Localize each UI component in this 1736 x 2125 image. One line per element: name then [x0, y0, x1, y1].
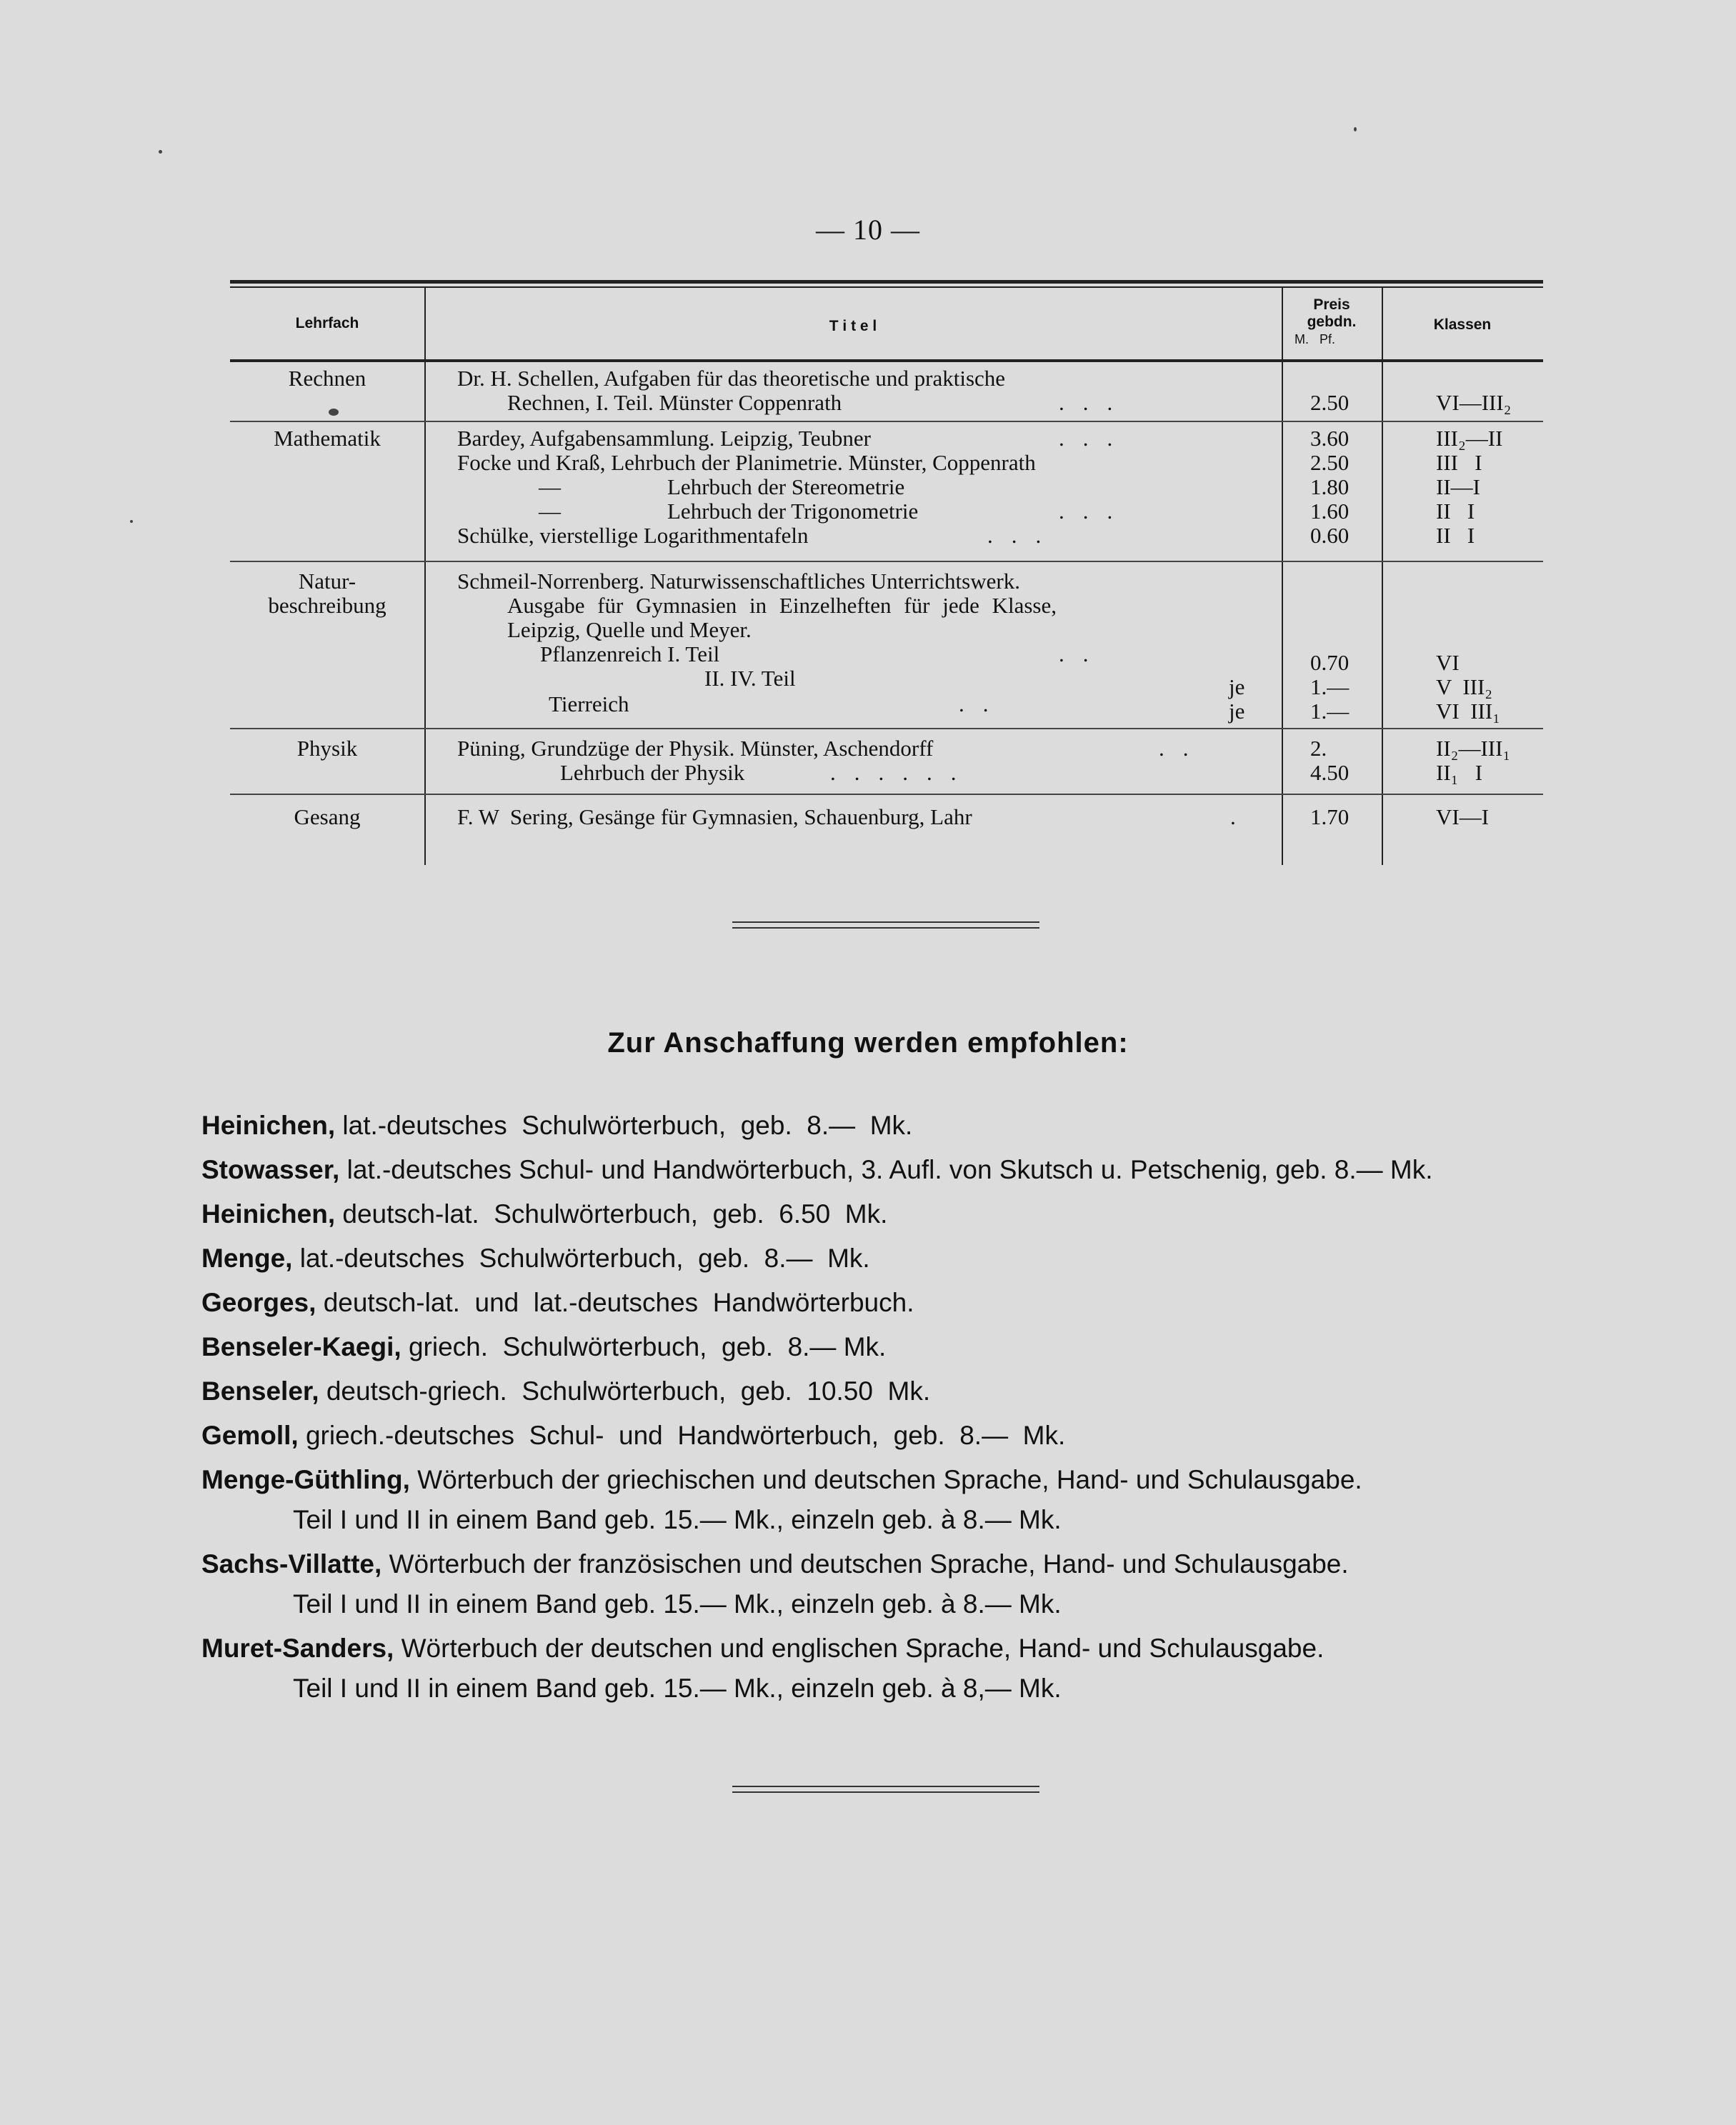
entry-author: Stowasser,	[201, 1155, 340, 1184]
subject-label: Gesang	[294, 804, 361, 829]
classes-value: VI—III₂	[1436, 390, 1512, 415]
title-line: Focke und Kraß, Lehrbuch der Planimetrie. Münster, Coppenrath	[457, 450, 1036, 475]
recommendation-entry	[201, 1464, 1362, 1536]
entry-text: lat.-deutsches Schul- und Handwörterbuch, 3. Aufl. von Skutsch u. Petschenig, geb. 8.— Mk.	[346, 1155, 1433, 1184]
classes-value: III I	[1436, 450, 1482, 475]
title-line: Lehrbuch der Stereometrie	[667, 474, 905, 499]
page-number: — 10 —	[816, 214, 920, 246]
entry-text: deutsch-griech. Schulwörterbuch, geb. 10.50 Mk.	[326, 1376, 931, 1406]
title-line: F. W Sering, Gesänge für Gymnasien, Schauenburg, Lahr	[457, 804, 972, 829]
classes-value: II I	[1436, 499, 1475, 524]
je-label: je	[1229, 674, 1245, 699]
title-line: Lehrbuch der Physik	[560, 760, 745, 785]
recommendation-entry	[201, 1420, 1065, 1451]
recommendation-entry	[201, 1287, 914, 1319]
title-line: II. IV. Teil	[704, 666, 796, 691]
title-line: Rechnen, I. Teil. Münster Coppenrath	[507, 390, 842, 415]
entry-continuation: Teil I und II in einem Band geb. 15.— Mk., einzeln geb. à 8.— Mk.	[293, 1505, 1062, 1534]
price-value: 2.	[1310, 736, 1327, 761]
subject-label: Natur-	[298, 569, 356, 594]
entry-author: Heinichen,	[201, 1199, 336, 1229]
classes-value: II—I	[1436, 474, 1480, 499]
table-row: Physik Püning, Grundzüge der Physik. Münster, Aschendorff .. 2. II₂—III₁ Lehrbuch der Physik ...... 4.50 II₁ I	[230, 729, 1543, 795]
title-line: Schülke, vierstellige Logarithmentafeln	[457, 523, 809, 548]
ditto-mark: —	[539, 499, 561, 524]
entry-author: Muret-Sanders,	[201, 1634, 394, 1663]
entry-author: Menge,	[201, 1244, 293, 1273]
entry-text: lat.-deutsches Schulwörterbuch, geb. 8.— Mk.	[299, 1244, 870, 1273]
title-line: Püning, Grundzüge der Physik. Münster, Aschendorff	[457, 736, 934, 761]
price-value: 2.50	[1310, 450, 1350, 475]
table-header	[230, 286, 1543, 362]
entry-text: deutsch-lat. und lat.-deutsches Handwörterbuch.	[323, 1288, 914, 1317]
header-price-sub: gebdn.	[1307, 314, 1357, 330]
entry-continuation: Teil I und II in einem Band geb. 15.— Mk., einzeln geb. à 8,— Mk.	[293, 1674, 1062, 1703]
price-value: 0.60	[1310, 523, 1350, 548]
table-row: Gesang F. W Sering, Gesänge für Gymnasien, Schauenburg, Lahr . 1.70 VI—I	[230, 795, 1543, 865]
recommendation-entry	[201, 1633, 1324, 1704]
je-label: je	[1229, 699, 1245, 724]
entry-text: griech.-deutsches Schul- und Handwörterbuch, geb. 8.— Mk.	[305, 1421, 1066, 1450]
title-line: Bardey, Aufgabensammlung. Leipzig, Teubner	[457, 426, 871, 451]
entry-author: Benseler-Kaegi,	[201, 1332, 401, 1361]
entry-author: Heinichen,	[201, 1111, 336, 1140]
table-row: Natur- beschreibung Schmeil-Norrenberg. Naturwissenschaftliches Unterrichtswerk. Ausgabe für Gymnasien in Einzelheften für jede Klasse, Leipzig, Quelle und Meyer. Pflanzenreich I. Teil .. 0.70 VI II. IV. Teil je 1.— V III₂ Tierreich .. je 1.— VI III₁	[230, 562, 1543, 729]
section-heading: Zur Anschaffung werden empfohlen:	[607, 1027, 1129, 1059]
recommendation-entry	[201, 1331, 886, 1363]
classes-value: II₁ I	[1436, 760, 1483, 785]
entry-text: lat.-deutsches Schulwörterbuch, geb. 8.— Mk.	[342, 1111, 913, 1140]
entry-text: Wörterbuch der griechischen und deutschen Sprache, Hand- und Schulausgabe.	[417, 1465, 1362, 1494]
title-line: Leipzig, Quelle und Meyer.	[507, 617, 752, 642]
title-line: Lehrbuch der Trigonometrie	[667, 499, 919, 524]
ditto-mark: —	[539, 474, 561, 499]
price-value: 4.50	[1310, 760, 1350, 785]
textbook-table	[230, 280, 1543, 865]
subject-label: Physik	[296, 736, 358, 761]
entry-author: Sachs-Villatte,	[201, 1549, 382, 1579]
classes-value: VI	[1436, 650, 1460, 675]
entry-author: Menge-Güthling,	[201, 1465, 410, 1494]
title-line: Schmeil-Norrenberg. Naturwissenschaftliches Unterrichtswerk.	[457, 569, 1020, 594]
subject-label-cont: beschreibung	[268, 593, 386, 618]
entry-continuation: Teil I und II in einem Band geb. 15.— Mk., einzeln geb. à 8.— Mk.	[293, 1589, 1062, 1619]
classes-value: VI III₁	[1436, 699, 1500, 724]
header-price-units: M. Pf.	[1294, 332, 1336, 346]
price-value: 1.80	[1310, 474, 1350, 499]
entry-author: Gemoll,	[201, 1421, 299, 1450]
classes-value: II I	[1436, 523, 1475, 548]
subject-label: Rechnen	[288, 366, 366, 391]
entry-text: Wörterbuch der deutschen und englischen Sprache, Hand- und Schulausgabe.	[401, 1634, 1325, 1663]
table-row: Rechnen Dr. H. Schellen, Aufgaben für das theoretische und praktische Rechnen, I. Teil. Münster Coppenrath ... 2.50 VI—III₂	[230, 362, 1543, 422]
header-price: Preis	[1313, 296, 1350, 313]
recommendation-entry	[201, 1199, 887, 1230]
recommendation-entry	[201, 1376, 930, 1407]
price-value: 1.70	[1310, 804, 1350, 829]
classes-value: II₂—III₁	[1436, 736, 1511, 761]
price-value: 0.70	[1310, 650, 1350, 675]
header-classes: Klassen	[1433, 316, 1492, 333]
recommendation-entry	[201, 1243, 870, 1274]
recommendation-entry	[201, 1154, 1433, 1186]
price-value: 3.60	[1310, 426, 1350, 451]
entry-text: deutsch-lat. Schulwörterbuch, geb. 6.50 Mk.	[342, 1199, 888, 1229]
title-line: Ausgabe für Gymnasien in Einzelheften für jede Klasse,	[507, 593, 1057, 618]
classes-value: V III₂	[1436, 674, 1493, 699]
classes-value: III₂—II	[1436, 426, 1503, 451]
title-line: Pflanzenreich I. Teil	[540, 641, 720, 666]
section-divider	[732, 921, 1039, 929]
recommendation-entry	[201, 1549, 1349, 1620]
entry-author: Georges,	[201, 1288, 316, 1317]
price-value: 1.60	[1310, 499, 1350, 524]
table-row: Mathematik Bardey, Aufgabensammlung. Leipzig, Teubner ... 3.60 III₂—II Focke und Kraß, Lehrbuch der Planimetrie. Münster, Coppenrath 2.50 III I — Lehrbuch der Stereometrie 1.80 II—I — Lehrbuch der Trigonometrie ... 1.60 II I Schülke, vierstellige Logarithmentafeln ... 0.60 II I	[230, 422, 1543, 562]
title-line: Tierreich	[549, 691, 629, 716]
classes-value: VI—I	[1436, 804, 1490, 829]
entry-author: Benseler,	[201, 1376, 319, 1406]
header-subject: Lehrfach	[295, 315, 359, 331]
section-divider	[732, 1786, 1039, 1793]
entry-text: Wörterbuch der französischen und deutschen Sprache, Hand- und Schulausgabe.	[389, 1549, 1349, 1579]
price-value: 2.50	[1310, 390, 1350, 415]
subject-label: Mathematik	[274, 426, 381, 451]
recommendation-entry	[201, 1110, 912, 1141]
entry-text: griech. Schulwörterbuch, geb. 8.— Mk.	[408, 1332, 887, 1361]
title-line: Dr. H. Schellen, Aufgaben für das theoretische und praktische	[457, 366, 1006, 391]
price-value: 1.—	[1310, 699, 1350, 724]
price-value: 1.—	[1310, 674, 1350, 699]
header-title: T i t e l	[829, 318, 877, 334]
